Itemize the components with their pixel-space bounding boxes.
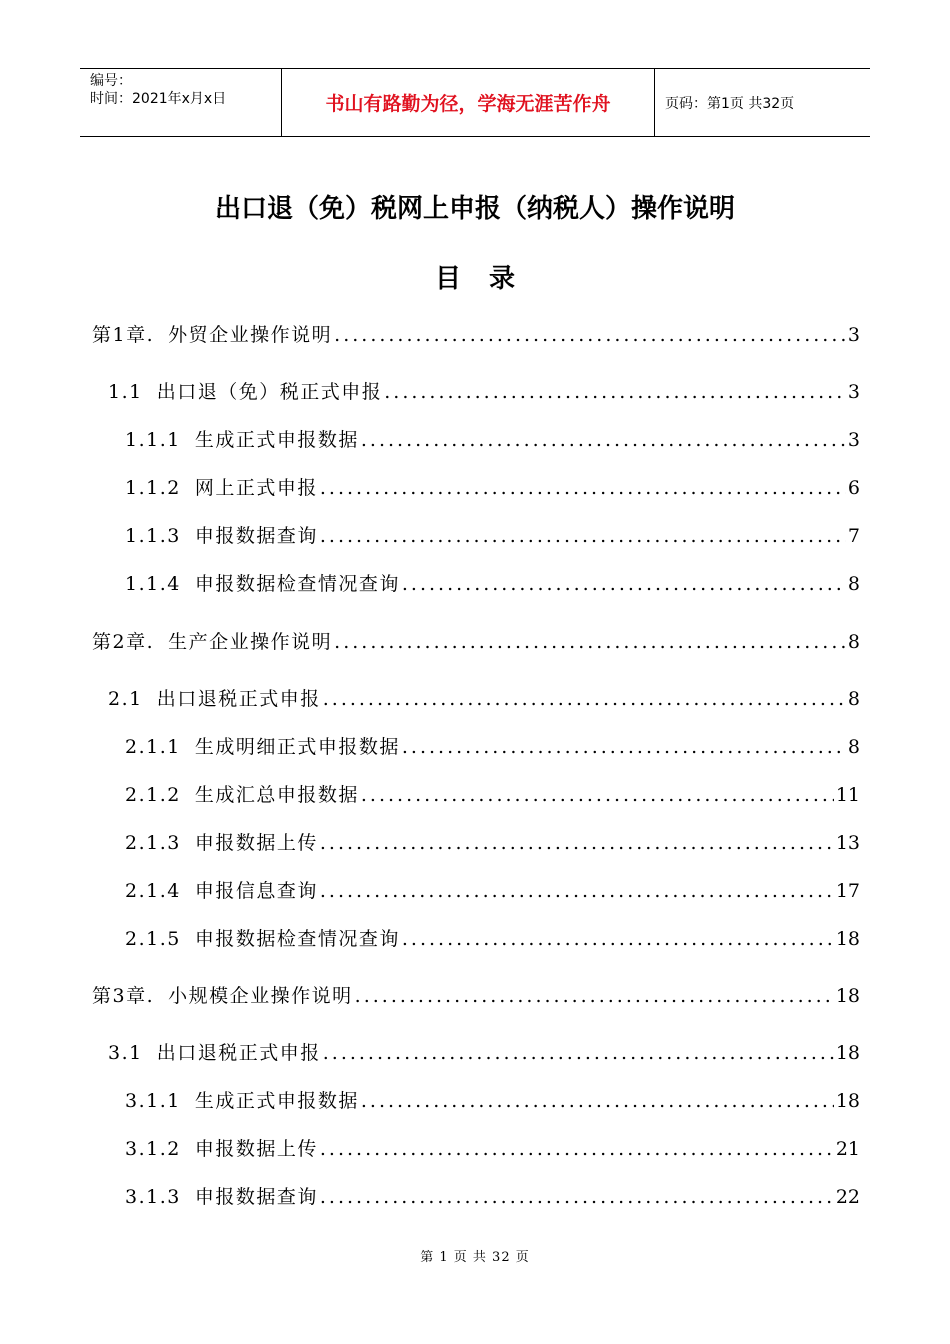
toc-entry-page: 18 <box>835 985 860 1007</box>
toc-entry-title: 出口退税正式申报 <box>156 688 321 710</box>
toc-entry-page: 8 <box>847 573 860 595</box>
document-title: 出口退（免）税网上申报（纳税人）操作说明 <box>214 194 735 224</box>
toc-entry-title: 申报数据查询 <box>194 525 318 547</box>
toc-entry-title: 网上正式申报 <box>194 477 318 499</box>
toc-entry-page: 3 <box>847 429 860 451</box>
toc-entry-title: 出口退（免）税正式申报 <box>156 381 383 403</box>
toc-entry-number: 1.1.3 <box>125 525 181 547</box>
toc-entry-page: 18 <box>835 928 860 950</box>
toc-entry[interactable] <box>125 828 860 854</box>
toc-leader-dots <box>361 429 846 451</box>
toc-entry-number: 3.1.1 <box>125 1090 181 1112</box>
page-footer: 第 1 页 共 32 页 <box>420 1250 530 1265</box>
toc-entry-title: 出口退税正式申报 <box>156 1042 321 1064</box>
toc-leader-dots <box>402 573 846 595</box>
toc-entry-number: 1.1.1 <box>125 429 181 451</box>
header-page-info: 页码：第1页 共32页 <box>665 95 795 112</box>
toc-leader-dots <box>320 477 846 499</box>
toc-entry[interactable] <box>125 521 860 547</box>
toc-leader-dots <box>320 1138 834 1160</box>
toc-entry-number: 1.1 <box>108 381 143 403</box>
toc-entry-page: 13 <box>835 832 860 854</box>
toc-entry-number: 第3章. <box>92 985 155 1007</box>
toc-entry[interactable] <box>125 780 860 806</box>
toc-entry[interactable] <box>108 377 860 403</box>
header-number-label: 编号： <box>90 73 132 89</box>
toc-leader-dots <box>320 1186 834 1208</box>
toc-entry[interactable] <box>125 876 860 902</box>
header-motto: 书山有路勤为径，学海无涯苦作舟 <box>282 69 655 136</box>
toc-entry-title: 生成正式申报数据 <box>194 1090 359 1112</box>
toc-leader-dots <box>361 1090 834 1112</box>
toc-entry[interactable] <box>108 1038 860 1064</box>
toc-entry-page: 21 <box>835 1138 860 1160</box>
toc-entry-number: 2.1.4 <box>125 880 181 902</box>
toc-entry-title: 生成汇总申报数据 <box>194 784 359 806</box>
toc-entry[interactable] <box>125 473 860 499</box>
toc-entry-title: 生产企业操作说明 <box>168 631 333 653</box>
toc-entry-number: 3.1 <box>108 1042 143 1064</box>
toc-entry-page: 8 <box>847 736 860 758</box>
header-time-label: 时间：2021年x月x日 <box>90 91 227 107</box>
toc-heading: 目录 <box>434 264 543 294</box>
toc-entry-number: 3.1.2 <box>125 1138 181 1160</box>
toc-entry-title: 小规模企业操作说明 <box>168 985 353 1007</box>
toc-entry[interactable] <box>125 425 860 451</box>
toc-entry-number: 第2章. <box>92 631 155 653</box>
toc-entry-number: 第1章. <box>92 324 155 346</box>
toc-entry-page: 11 <box>835 784 860 806</box>
toc-leader-dots <box>320 832 834 854</box>
toc-entry[interactable] <box>125 732 860 758</box>
toc-entry-page: 7 <box>847 525 860 547</box>
toc-entry-number: 2.1.1 <box>125 736 181 758</box>
toc-leader-dots <box>361 784 834 806</box>
toc-entry-title: 申报数据查询 <box>194 1186 318 1208</box>
toc-entry-number: 2.1.3 <box>125 832 181 854</box>
toc-entry-page: 22 <box>835 1186 860 1208</box>
toc-entry-number: 1.1.4 <box>125 573 181 595</box>
toc-entry[interactable] <box>108 684 860 710</box>
toc-entry[interactable] <box>92 627 860 653</box>
toc-entry[interactable] <box>125 1134 860 1160</box>
toc-leader-dots <box>334 631 846 653</box>
toc-entry-number: 3.1.3 <box>125 1186 181 1208</box>
toc-entry-page: 17 <box>835 880 860 902</box>
toc-entry-page: 8 <box>847 631 860 653</box>
page-header <box>80 68 870 137</box>
toc-entry-number: 1.1.2 <box>125 477 181 499</box>
toc-entry[interactable] <box>125 569 860 595</box>
toc-entry-title: 申报数据检查情况查询 <box>194 928 400 950</box>
toc-leader-dots <box>320 525 846 547</box>
toc-entry-page: 3 <box>847 381 860 403</box>
toc-leader-dots <box>320 880 834 902</box>
toc-leader-dots <box>323 1042 834 1064</box>
toc-entry-number: 2.1 <box>108 688 143 710</box>
toc-entry-page: 8 <box>847 688 860 710</box>
toc-entry[interactable] <box>92 981 860 1007</box>
toc-entry-title: 申报数据检查情况查询 <box>194 573 400 595</box>
toc-entry-page: 18 <box>835 1042 860 1064</box>
toc-entry-page: 3 <box>847 324 860 346</box>
toc-entry[interactable] <box>125 1086 860 1112</box>
toc-leader-dots <box>355 985 834 1007</box>
toc-entry[interactable] <box>92 320 860 346</box>
toc-entry-title: 申报数据上传 <box>194 832 318 854</box>
header-meta <box>80 69 282 136</box>
toc-leader-dots <box>384 381 846 403</box>
toc-leader-dots <box>402 736 846 758</box>
toc-leader-dots <box>334 324 846 346</box>
toc-entry-number: 2.1.5 <box>125 928 181 950</box>
toc-leader-dots <box>402 928 834 950</box>
toc-entry-title: 申报数据上传 <box>194 1138 318 1160</box>
toc-entry[interactable] <box>125 1182 860 1208</box>
toc-entry-title: 申报信息查询 <box>194 880 318 902</box>
toc-entry-page: 18 <box>835 1090 860 1112</box>
toc-entry[interactable] <box>125 924 860 950</box>
toc-entry-title: 生成明细正式申报数据 <box>194 736 400 758</box>
toc-entry-title: 生成正式申报数据 <box>194 429 359 451</box>
toc-entry-number: 2.1.2 <box>125 784 181 806</box>
toc-entry-page: 6 <box>847 477 860 499</box>
toc-leader-dots <box>323 688 846 710</box>
toc-entry-title: 外贸企业操作说明 <box>168 324 333 346</box>
